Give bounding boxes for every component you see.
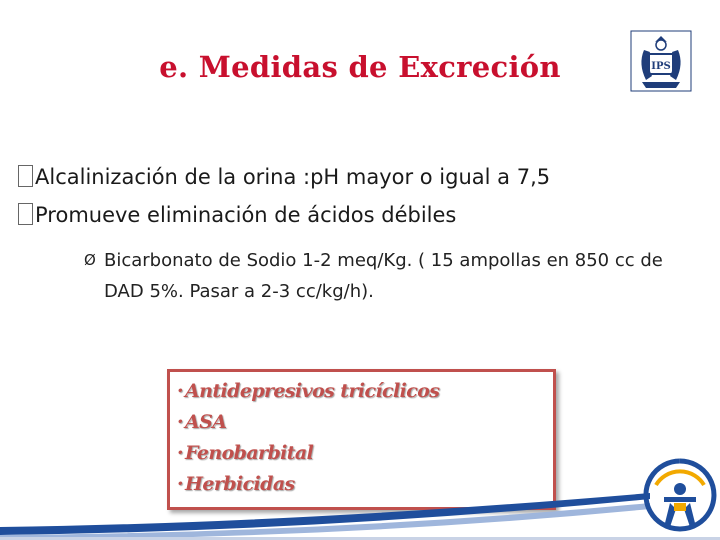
slide-title: e. Medidas de Excreción: [159, 50, 561, 84]
crest-text: IPS: [651, 61, 671, 72]
university-crest-icon: [630, 30, 692, 92]
bullet-box-icon: [18, 203, 33, 225]
bullet-alkalinization: [18, 158, 708, 196]
drug-bullet: ·: [177, 442, 184, 464]
drug-bullet: ·: [177, 411, 184, 433]
drug-bullet: ·: [177, 380, 184, 402]
drug-label: Fenobarbital: [185, 442, 314, 464]
drug-bullet: ·: [177, 473, 184, 495]
bullet-weak-acids: [18, 196, 708, 234]
drug-label: Antidepresivos tricíclicos: [185, 380, 440, 402]
main-bullets: [18, 158, 708, 234]
drug-label: Herbicidas: [185, 473, 295, 495]
sub-bullet-text: Bicarbonato de Sodio 1-2 meq/Kg. ( 15 ampollas en 850 cc de DAD 5%. Pasar a 2-3 cc/kg/h).: [104, 250, 663, 302]
bullet-text: Alcalinización de la orina :pH mayor o igual a 7,5: [35, 165, 551, 189]
institution-logo-icon: [640, 455, 720, 540]
sub-bullet-bicarbonate: [84, 245, 684, 307]
arrow-bullet-icon: Ø: [84, 251, 96, 269]
drug-item: [177, 438, 553, 469]
footer-swoosh: [0, 485, 720, 540]
drug-item: [177, 376, 553, 407]
bullet-box-icon: [18, 165, 33, 187]
bullet-text: Promueve eliminación de ácidos débiles: [35, 203, 457, 227]
drug-item: [177, 407, 553, 438]
drug-label: ASA: [185, 411, 227, 433]
